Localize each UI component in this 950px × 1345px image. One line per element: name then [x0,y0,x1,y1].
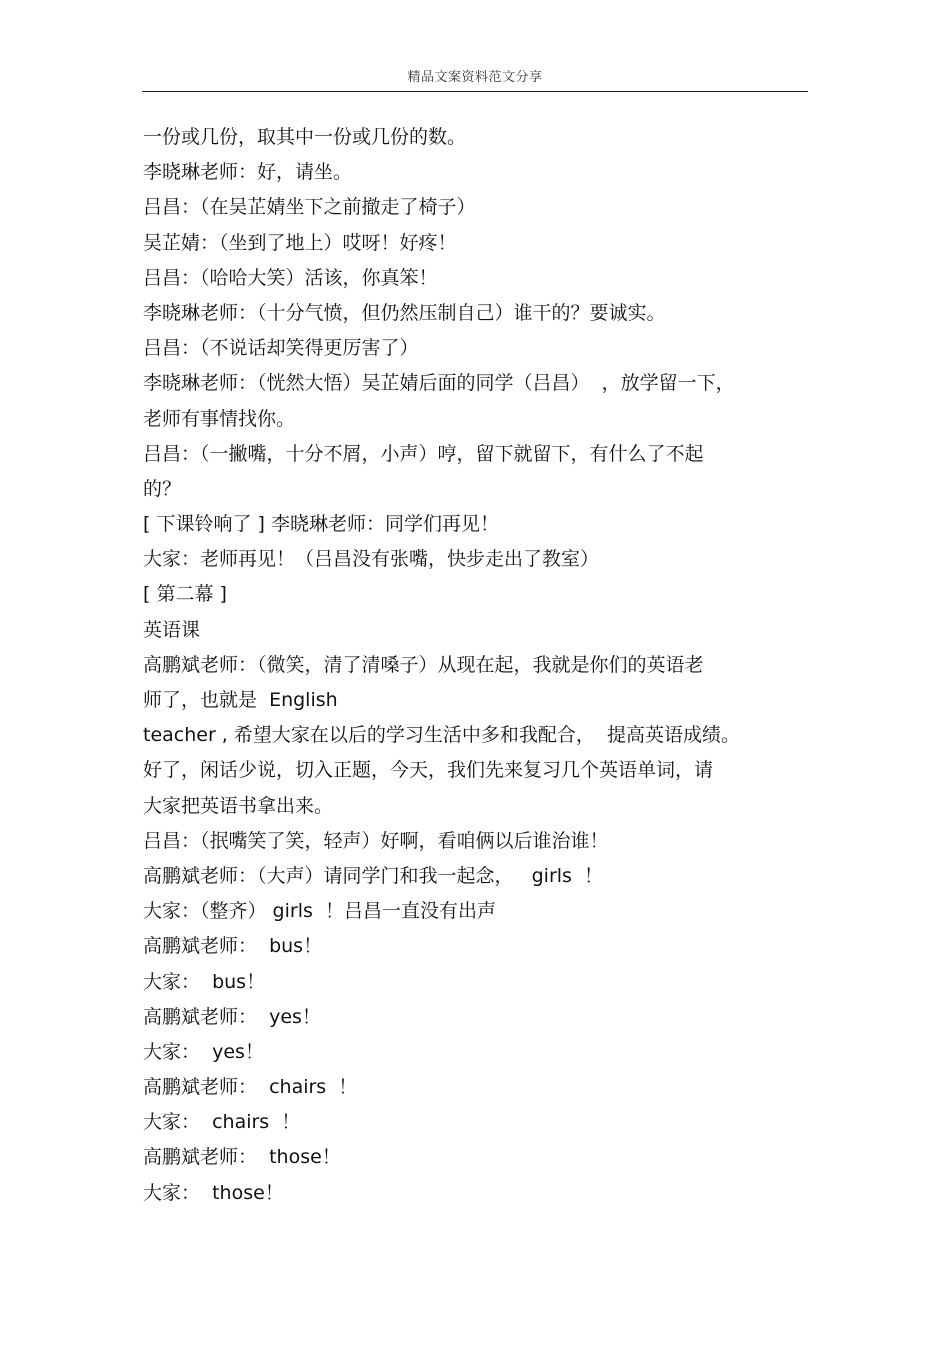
text-line: 好了，闲话少说，切入正题，今天，我们先来复习几个英语单词，请 [143,759,714,782]
text-line: 吕昌：（在吴芷婧坐下之前撤走了椅子） [143,196,476,219]
text-line: 吴芷婧：（坐到了地上）哎呀！好疼！ [143,231,457,254]
text-line: 大家把英语书拿出来。 [143,794,334,817]
text-line: 吕昌：（不说话却笑得更厉害了） [143,337,419,360]
text-line: 大家： bus！ [143,970,266,993]
text-line: 吕昌：（哈哈大笑）活该，你真笨！ [143,266,438,289]
text-line: 高鹏斌老师： bus！ [143,935,323,958]
text-line: 大家：（整齐） girls ！吕昌一直没有出声 [143,900,496,923]
text-line: 李晓琳老师：（十分气愤，但仍然压制自己）谁干的？要诚实。 [143,301,666,324]
text-line: 老师有事情找你。 [143,407,296,430]
text-line: 李晓琳老师：好，请坐。 [143,161,353,184]
text-line: 吕昌：（一撇嘴，十分不屑，小声）哼，留下就留下，有什么了不起 [143,442,704,465]
text-line: teacher , 希望大家在以后的学习生活中多和我配合， 提高英语成绩。 [143,724,740,747]
text-line: 高鹏斌老师： chairs ！ [143,1076,358,1099]
text-line: 大家： those！ [143,1181,284,1204]
page-header: 精品文案资料范文分享 [407,70,543,85]
text-line: 一份或几份，取其中一份或几份的数。 [143,126,467,148]
text-line: 高鹏斌老师： those！ [143,1146,341,1169]
document-body [143,120,813,1211]
header-divider [142,91,808,92]
text-line: 英语课 [143,618,201,641]
text-line: 高鹏斌老师： yes！ [143,1005,321,1028]
text-line: 大家： yes！ [143,1040,264,1063]
text-line: [ 下课铃响了 ] 李晓琳老师：同学们再见！ [143,513,499,536]
text-line: 师了，也就是 English [143,689,338,711]
text-line: 高鹏斌老师：（大声）请同学门和我一起念， girls ！ [143,864,604,887]
text-line: 李晓琳老师：（恍然大悟）吴芷婧后面的同学（吕昌） ，放学留一下， [143,372,735,395]
text-line: 高鹏斌老师：（微笑，清了清嗓子）从现在起，我就是你们的英语老 [143,653,704,676]
text-line: 的？ [143,477,182,500]
text-line: [ 第二幕 ] [143,583,227,606]
text-line: 吕昌：（抿嘴笑了笑，轻声）好啊，看咱俩以后谁治谁！ [143,829,609,852]
text-line: 大家： chairs ！ [143,1111,301,1134]
text-line: 大家：老师再见！（吕昌没有张嘴，快步走出了教室） [143,548,600,571]
